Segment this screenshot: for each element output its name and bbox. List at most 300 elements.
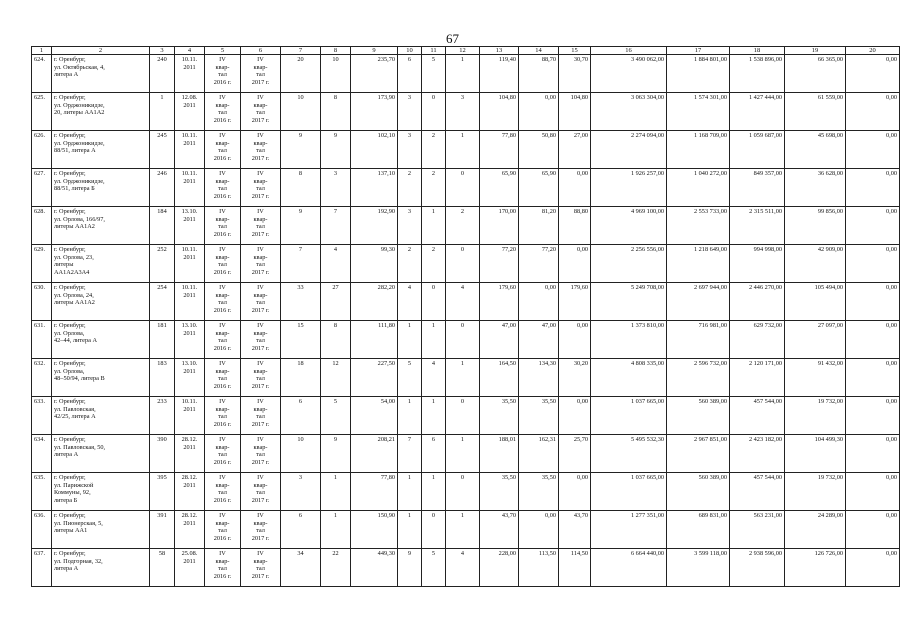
cell-c15: 0,00 [559, 245, 591, 283]
area-cell: 102,10 [351, 131, 398, 169]
cell-c8: 9 [321, 131, 351, 169]
planned-start-cell-line: 2016 г. [213, 79, 232, 87]
cell-c3: 183 [150, 359, 175, 397]
planned-start-cell-line: IV [219, 474, 226, 481]
address-cell-line: 88/51, литера Б [54, 185, 95, 193]
cell-c19: 91 432,00 [785, 359, 846, 397]
cell-c13: 77,20 [480, 245, 519, 283]
date-cell-line: 2011 [183, 215, 196, 223]
planned-start-cell-line: IV [219, 436, 226, 443]
date-cell [175, 359, 205, 397]
cell-c8: 9 [321, 435, 351, 473]
planned-start-cell-line: квар- [215, 557, 230, 565]
cell-c10: 3 [398, 131, 422, 169]
planned-end-cell [241, 359, 281, 397]
planned-start-cell-line: 2016 г. [213, 421, 232, 429]
planned-end-cell [241, 397, 281, 435]
planned-end-cell-line: тал [256, 565, 265, 573]
cell-c13: 164,50 [480, 359, 519, 397]
planned-end-cell-line: тал [256, 185, 265, 193]
cell-c10: 1 [398, 397, 422, 435]
planned-start-cell-line: тал [218, 147, 227, 155]
cell-c7: 3 [281, 473, 321, 511]
cost-total-cell: 1 926 257,00 [591, 169, 667, 207]
cell-c20: 0,00 [846, 397, 900, 435]
planned-end-cell-line: 2017 г. [251, 79, 270, 87]
planned-end-cell-line: 2017 г. [251, 231, 270, 239]
table-row [32, 473, 900, 511]
address-cell-line: г. Оренбург, [54, 360, 86, 367]
planned-end-cell-line: тал [256, 527, 265, 535]
cell-c7: 6 [281, 397, 321, 435]
address-cell-line: г. Оренбург, [54, 94, 86, 101]
cell-c12: 3 [446, 93, 480, 131]
planned-start-cell-line: тал [218, 299, 227, 307]
cell-c18: 2 315 511,00 [730, 207, 785, 245]
cell-c20: 0,00 [846, 359, 900, 397]
cell-c15: 30,70 [559, 55, 591, 93]
column-header: 3 [150, 47, 175, 55]
planned-start-cell-line: квар- [215, 177, 230, 185]
column-header: 12 [446, 47, 480, 55]
planned-start-cell [205, 473, 241, 511]
table-row [32, 549, 900, 587]
cell-c18: 994 998,00 [730, 245, 785, 283]
planned-end-cell-line: IV [257, 436, 264, 443]
planned-start-cell [205, 131, 241, 169]
date-cell-line: 2011 [183, 481, 196, 489]
planned-end-cell [241, 55, 281, 93]
cell-c18: 563 231,00 [730, 511, 785, 549]
cell-c11: 5 [422, 549, 446, 587]
date-cell [175, 245, 205, 283]
date-cell-line: 28.12. [181, 474, 198, 481]
date-cell-line: 2011 [183, 291, 196, 299]
cell-c15: 43,70 [559, 511, 591, 549]
cell-c20: 0,00 [846, 93, 900, 131]
planned-start-cell-line: квар- [215, 367, 230, 375]
planned-start-cell-line: 2016 г. [213, 497, 232, 505]
cell-c13: 47,00 [480, 321, 519, 359]
cell-c8: 22 [321, 549, 351, 587]
planned-end-cell [241, 93, 281, 131]
area-cell: 99,30 [351, 245, 398, 283]
address-cell [52, 131, 150, 169]
planned-end-cell-line: квар- [253, 101, 268, 109]
cell-c19: 36 628,00 [785, 169, 846, 207]
planned-start-cell-line: IV [219, 170, 226, 177]
cell-c12: 0 [446, 473, 480, 511]
planned-end-cell-line: 2017 г. [251, 193, 270, 201]
address-cell-line: г. Оренбург, [54, 550, 86, 557]
planned-start-cell-line: IV [219, 208, 226, 215]
row-number: 637. [32, 549, 52, 587]
cell-c7: 34 [281, 549, 321, 587]
planned-end-cell-line: IV [257, 246, 264, 253]
planned-start-cell [205, 435, 241, 473]
cell-c10: 1 [398, 321, 422, 359]
cell-c10: 7 [398, 435, 422, 473]
date-cell [175, 511, 205, 549]
area-cell: 192,90 [351, 207, 398, 245]
cell-c8: 5 [321, 397, 351, 435]
planned-start-cell-line: тал [218, 185, 227, 193]
cell-c14: 162,31 [519, 435, 559, 473]
cell-c18: 2 938 596,00 [730, 549, 785, 587]
cost-total-cell: 1 277 351,00 [591, 511, 667, 549]
cell-c8: 7 [321, 207, 351, 245]
planned-start-cell [205, 511, 241, 549]
planned-end-cell-line: квар- [253, 557, 268, 565]
planned-start-cell-line: IV [219, 550, 226, 557]
cell-c8: 4 [321, 245, 351, 283]
date-cell-line: 13.10. [181, 360, 198, 367]
cell-c3: 1 [150, 93, 175, 131]
cell-c10: 4 [398, 283, 422, 321]
row-number: 625. [32, 93, 52, 131]
cell-c11: 6 [422, 435, 446, 473]
planned-end-cell-line: IV [257, 550, 264, 557]
address-cell-line: литеры АА1 [54, 527, 88, 535]
cell-c17: 1 574 301,00 [667, 93, 730, 131]
cell-c15: 0,00 [559, 473, 591, 511]
planned-end-cell-line: IV [257, 322, 264, 329]
planned-start-cell [205, 397, 241, 435]
table-row [32, 283, 900, 321]
date-cell [175, 549, 205, 587]
cell-c17: 1 884 801,00 [667, 55, 730, 93]
planned-start-cell-line: тал [218, 375, 227, 383]
planned-start-cell-line: 2016 г. [213, 383, 232, 391]
date-cell [175, 397, 205, 435]
cell-c11: 1 [422, 207, 446, 245]
cell-c3: 390 [150, 435, 175, 473]
cell-c17: 689 831,00 [667, 511, 730, 549]
cell-c18: 629 732,00 [730, 321, 785, 359]
planned-start-cell [205, 55, 241, 93]
address-cell-line: ул. Орджоникидзе, [54, 101, 105, 109]
planned-start-cell-line: 2016 г. [213, 117, 232, 125]
planned-end-cell [241, 435, 281, 473]
column-header: 5 [205, 47, 241, 55]
planned-start-cell-line: квар- [215, 253, 230, 261]
planned-start-cell-line: 2016 г. [213, 535, 232, 543]
date-cell-line: 13.10. [181, 208, 198, 215]
planned-end-cell-line: 2017 г. [251, 155, 270, 163]
planned-end-cell-line: тал [256, 337, 265, 345]
planned-end-cell [241, 169, 281, 207]
planned-end-cell [241, 283, 281, 321]
cell-c18: 457 544,00 [730, 397, 785, 435]
cell-c15: 0,00 [559, 169, 591, 207]
column-header: 7 [281, 47, 321, 55]
planned-start-cell [205, 245, 241, 283]
cell-c3: 233 [150, 397, 175, 435]
cell-c12: 1 [446, 435, 480, 473]
address-cell-line: 42–44, литера А [54, 337, 98, 345]
address-cell-line: ул. Павловская, [54, 405, 96, 413]
date-cell-line: 25.08. [181, 550, 198, 557]
address-cell-line: 88/51, литера А [54, 147, 96, 155]
cell-c19: 27 097,00 [785, 321, 846, 359]
date-cell-line: 10.11. [181, 56, 198, 63]
address-cell-line: г. Оренбург, [54, 246, 86, 253]
planned-start-cell [205, 359, 241, 397]
planned-end-cell-line: тал [256, 489, 265, 497]
date-cell-line: 2011 [183, 139, 196, 147]
cell-c13: 77,80 [480, 131, 519, 169]
table-row [32, 55, 900, 93]
row-number: 632. [32, 359, 52, 397]
cell-c11: 0 [422, 511, 446, 549]
planned-start-cell-line: квар- [215, 139, 230, 147]
planned-start-cell-line: квар- [215, 329, 230, 337]
data-table [31, 46, 900, 587]
address-cell [52, 93, 150, 131]
address-cell-line: г. Оренбург, [54, 170, 86, 177]
cell-c3: 395 [150, 473, 175, 511]
address-cell-line: АА1А2А3А4 [54, 269, 90, 277]
cell-c12: 1 [446, 131, 480, 169]
date-cell-line: 10.11. [181, 170, 198, 177]
cell-c18: 457 544,00 [730, 473, 785, 511]
address-cell-line: литеры АА1А2 [54, 299, 95, 307]
cell-c7: 9 [281, 131, 321, 169]
address-cell-line: литера А [54, 565, 79, 573]
address-cell-line: ул. Подгорная, 32, [54, 557, 103, 565]
planned-start-cell-line: квар- [215, 215, 230, 223]
cell-c14: 113,50 [519, 549, 559, 587]
area-cell: 173,90 [351, 93, 398, 131]
planned-start-cell-line: IV [219, 56, 226, 63]
cell-c8: 10 [321, 55, 351, 93]
date-cell [175, 131, 205, 169]
planned-end-cell-line: квар- [253, 405, 268, 413]
date-cell-line: 10.11. [181, 284, 198, 291]
column-header: 18 [730, 47, 785, 55]
planned-end-cell-line: тал [256, 109, 265, 117]
planned-end-cell-line: 2017 г. [251, 497, 270, 505]
column-header: 4 [175, 47, 205, 55]
cell-c15: 0,00 [559, 321, 591, 359]
planned-start-cell-line: IV [219, 132, 226, 139]
cell-c19: 99 856,00 [785, 207, 846, 245]
cell-c17: 716 981,00 [667, 321, 730, 359]
address-cell [52, 549, 150, 587]
cell-c18: 1 538 896,00 [730, 55, 785, 93]
cell-c19: 61 559,00 [785, 93, 846, 131]
cell-c18: 2 120 171,00 [730, 359, 785, 397]
cell-c15: 25,70 [559, 435, 591, 473]
row-number: 636. [32, 511, 52, 549]
address-cell [52, 397, 150, 435]
cell-c12: 4 [446, 283, 480, 321]
cell-c14: 81,20 [519, 207, 559, 245]
planned-end-cell [241, 473, 281, 511]
table-row [32, 131, 900, 169]
cell-c17: 2 967 851,00 [667, 435, 730, 473]
planned-end-cell-line: квар- [253, 519, 268, 527]
address-cell [52, 169, 150, 207]
area-cell: 137,10 [351, 169, 398, 207]
cell-c10: 5 [398, 359, 422, 397]
cell-c14: 88,70 [519, 55, 559, 93]
row-number: 631. [32, 321, 52, 359]
cell-c19: 45 698,00 [785, 131, 846, 169]
cell-c10: 1 [398, 511, 422, 549]
cell-c19: 19 732,00 [785, 473, 846, 511]
cell-c7: 8 [281, 169, 321, 207]
table-row [32, 245, 900, 283]
cell-c14: 0,00 [519, 93, 559, 131]
planned-end-cell-line: IV [257, 512, 264, 519]
address-cell-line: г. Оренбург, [54, 474, 86, 481]
column-header: 16 [591, 47, 667, 55]
area-cell: 111,80 [351, 321, 398, 359]
planned-end-cell [241, 511, 281, 549]
date-cell-line: 2011 [183, 405, 196, 413]
cell-c10: 1 [398, 473, 422, 511]
address-cell-line: литера А [54, 71, 79, 79]
column-header: 14 [519, 47, 559, 55]
date-cell-line: 2011 [183, 443, 196, 451]
planned-start-cell [205, 207, 241, 245]
cell-c13: 119,40 [480, 55, 519, 93]
planned-end-cell-line: IV [257, 474, 264, 481]
cell-c12: 1 [446, 511, 480, 549]
cell-c3: 252 [150, 245, 175, 283]
address-cell [52, 283, 150, 321]
planned-end-cell-line: IV [257, 56, 264, 63]
planned-start-cell-line: 2016 г. [213, 269, 232, 277]
planned-end-cell-line: IV [257, 94, 264, 101]
cost-total-cell: 1 037 665,00 [591, 473, 667, 511]
table-row [32, 93, 900, 131]
cell-c14: 134,30 [519, 359, 559, 397]
cell-c17: 1 218 649,00 [667, 245, 730, 283]
date-cell-line: 28.12. [181, 436, 198, 443]
row-number: 628. [32, 207, 52, 245]
planned-start-cell [205, 321, 241, 359]
address-cell-line: ул. Орлова, [54, 367, 85, 375]
planned-start-cell-line: 2016 г. [213, 307, 232, 315]
cost-total-cell: 5 495 532,30 [591, 435, 667, 473]
planned-end-cell-line: IV [257, 360, 264, 367]
date-cell [175, 473, 205, 511]
cell-c3: 391 [150, 511, 175, 549]
cell-c15: 30,20 [559, 359, 591, 397]
cost-total-cell: 6 664 440,00 [591, 549, 667, 587]
cell-c13: 188,01 [480, 435, 519, 473]
cell-c20: 0,00 [846, 473, 900, 511]
address-cell-line: г. Оренбург, [54, 436, 86, 443]
column-header: 1 [32, 47, 52, 55]
date-cell [175, 321, 205, 359]
planned-end-cell-line: квар- [253, 291, 268, 299]
cell-c12: 0 [446, 169, 480, 207]
planned-start-cell-line: 2016 г. [213, 345, 232, 353]
cell-c11: 1 [422, 321, 446, 359]
address-cell [52, 359, 150, 397]
date-cell-line: 2011 [183, 329, 196, 337]
planned-start-cell-line: IV [219, 512, 226, 519]
date-cell [175, 435, 205, 473]
planned-start-cell [205, 549, 241, 587]
planned-start-cell-line: тал [218, 413, 227, 421]
cell-c15: 88,80 [559, 207, 591, 245]
column-header: 10 [398, 47, 422, 55]
column-header: 15 [559, 47, 591, 55]
address-cell-line: г. Оренбург, [54, 132, 86, 139]
planned-start-cell [205, 93, 241, 131]
planned-end-cell-line: IV [257, 170, 264, 177]
cell-c14: 50,80 [519, 131, 559, 169]
area-cell: 282,20 [351, 283, 398, 321]
cell-c11: 2 [422, 245, 446, 283]
row-number: 635. [32, 473, 52, 511]
address-cell-line: г. Оренбург, [54, 208, 86, 215]
planned-start-cell [205, 283, 241, 321]
area-cell: 227,50 [351, 359, 398, 397]
address-cell-line: 20, литеры АА1А2 [54, 109, 105, 117]
planned-end-cell-line: IV [257, 398, 264, 405]
cell-c15: 104,80 [559, 93, 591, 131]
cell-c19: 24 289,00 [785, 511, 846, 549]
cell-c18: 2 423 182,00 [730, 435, 785, 473]
cell-c7: 9 [281, 207, 321, 245]
cell-c18: 849 357,00 [730, 169, 785, 207]
date-cell-line: 2011 [183, 253, 196, 261]
planned-end-cell-line: тал [256, 375, 265, 383]
cell-c7: 33 [281, 283, 321, 321]
row-number: 633. [32, 397, 52, 435]
cell-c14: 77,20 [519, 245, 559, 283]
address-cell-line: ул. Павловская, 50, [54, 443, 106, 451]
table-row [32, 435, 900, 473]
planned-end-cell-line: квар- [253, 63, 268, 71]
planned-end-cell-line: квар- [253, 177, 268, 185]
date-cell-line: 2011 [183, 519, 196, 527]
address-cell-line: ул. Орлова, [54, 329, 85, 337]
cell-c17: 560 389,00 [667, 473, 730, 511]
planned-end-cell-line: квар- [253, 215, 268, 223]
planned-start-cell-line: 2016 г. [213, 573, 232, 581]
planned-end-cell-line: тал [256, 413, 265, 421]
cell-c10: 3 [398, 207, 422, 245]
column-header: 9 [351, 47, 398, 55]
cell-c7: 10 [281, 93, 321, 131]
cell-c7: 7 [281, 245, 321, 283]
column-header: 17 [667, 47, 730, 55]
column-header: 20 [846, 47, 900, 55]
cell-c3: 254 [150, 283, 175, 321]
cell-c14: 35,50 [519, 397, 559, 435]
planned-start-cell-line: квар- [215, 443, 230, 451]
address-cell [52, 435, 150, 473]
cell-c17: 1 040 272,00 [667, 169, 730, 207]
cell-c19: 42 909,00 [785, 245, 846, 283]
planned-start-cell-line: IV [219, 94, 226, 101]
cell-c3: 240 [150, 55, 175, 93]
planned-start-cell-line: IV [219, 398, 226, 405]
cell-c12: 2 [446, 207, 480, 245]
area-cell: 449,30 [351, 549, 398, 587]
planned-end-cell-line: тал [256, 147, 265, 155]
area-cell: 77,80 [351, 473, 398, 511]
table-row [32, 397, 900, 435]
date-cell-line: 10.11. [181, 246, 198, 253]
planned-start-cell-line: квар- [215, 101, 230, 109]
